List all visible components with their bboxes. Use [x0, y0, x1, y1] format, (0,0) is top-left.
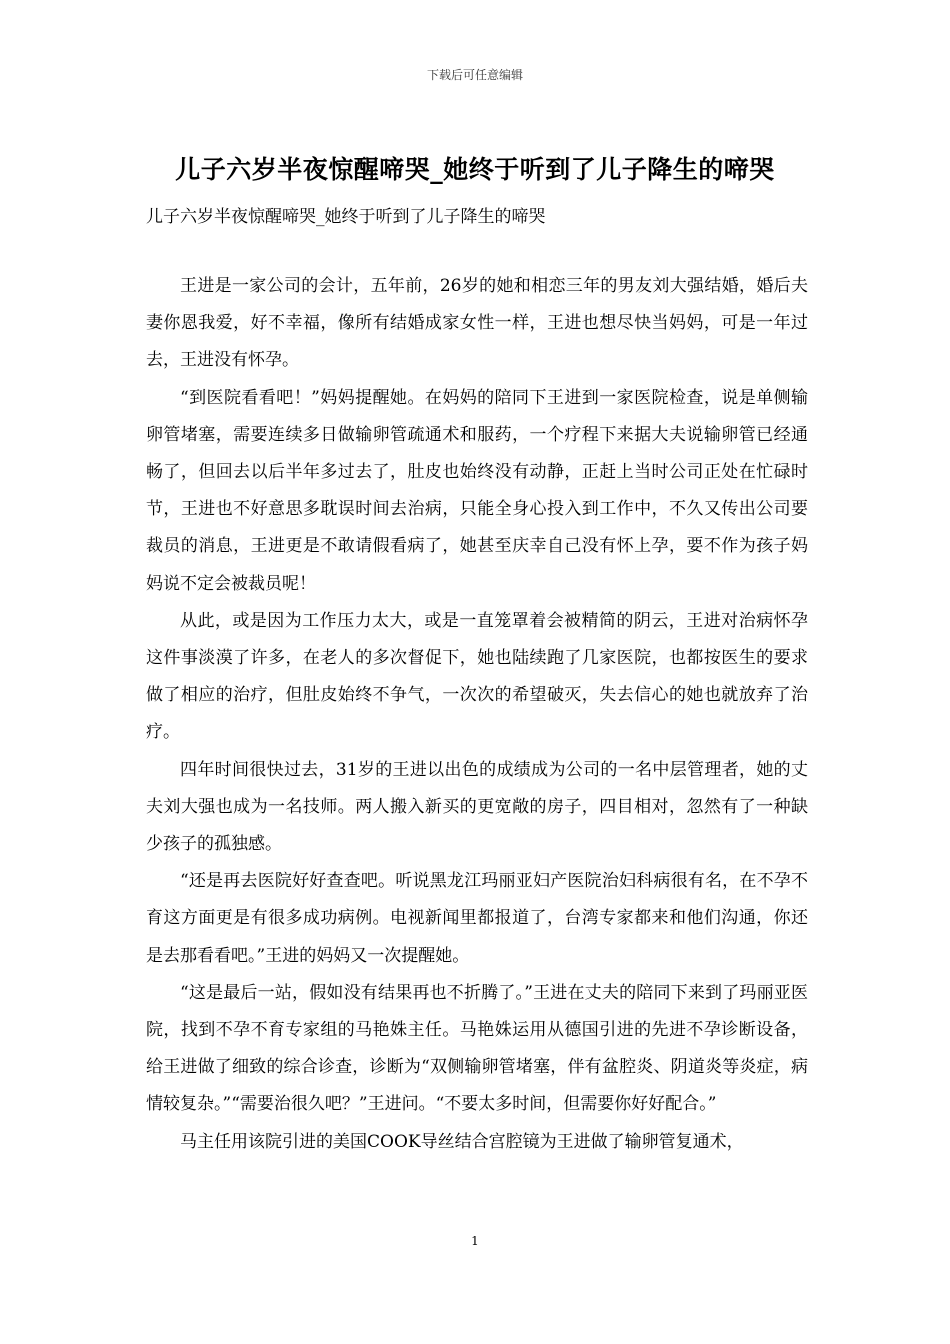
paragraph: 王进是一家公司的会计，五年前，26岁的她和相恋三年的男友刘大强结婚，婚后夫妻你恩我爱，好不幸福，像所有结婚成家女性一样，王进也想尽快当妈妈，可是一年过去，王进没有怀孕。 [146, 276, 808, 371]
paragraph: “到医院看看吧！”妈妈提醒她。在妈妈的陪同下王进到一家医院检查，说是单侧输卵管堵塞，需要连续多日做输卵管疏通术和服药，一个疗程下来据大夫说输卵管已经通畅了，但回去以后半年多过去了，肚皮也始终没有动静，正赶上当时公司正处在忙碌时节，王进也不好意思多耽误时间去治病，只能全身心投入到工作中，不久又传出公司要裁员的消息，王进更是不敢请假看病了，她甚至庆幸自己没有怀上孕，要不作为孩子妈妈说不定会被裁员呢！ [146, 387, 808, 594]
paragraph: 马主任用该院引进的美国COOK导丝结合宫腔镜为王进做了输卵管复通术， [180, 1131, 744, 1152]
document-title: 儿子六岁半夜惊醒啼哭_她终于听到了儿子降生的啼哭 [175, 155, 775, 184]
article-body [146, 268, 808, 1161]
page-number: 1 [471, 1234, 479, 1248]
header-note: 下载后可任意编辑 [426, 68, 523, 82]
document-subtitle: 儿子六岁半夜惊醒啼哭_她终于听到了儿子降生的啼哭 [146, 207, 546, 227]
paragraph: “这是最后一站，假如没有结果再也不折腾了。”王进在丈夫的陪同下来到了玛丽亚医院，找到不孕不育专家组的马艳姝主任。马艳姝运用从德国引进的先进不孕诊断设备，给王进做了细致的综合诊查，诊断为“双侧输卵管堵塞，伴有盆腔炎、阴道炎等炎症，病情较复杂。”“需要治很久吧？”王进问。“不要太多时间，但需要你好好配合。” [146, 982, 808, 1115]
paragraph: 从此，或是因为工作压力太大，或是一直笼罩着会被精简的阴云，王进对治病怀孕这件事淡漠了许多，在老人的多次督促下，她也陆续跑了几家医院，也都按医生的要求做了相应的治疗，但肚皮始终不争气，一次次的希望破灭，失去信心的她也就放弃了治疗。 [146, 610, 808, 743]
paragraph: 四年时间很快过去，31岁的王进以出色的成绩成为公司的一名中层管理者，她的丈夫刘大强也成为一名技师。两人搬入新买的更宽敞的房子，四目相对，忽然有了一种缺少孩子的孤独感。 [146, 759, 808, 855]
paragraph: “还是再去医院好好查查吧。听说黑龙江玛丽亚妇产医院治妇科病很有名，在不孕不育这方面更是有很多成功病例。电视新闻里都报道了，台湾专家都来和他们沟通，你还是去那看看吧。”王进的妈妈又一次提醒她。 [146, 871, 808, 966]
